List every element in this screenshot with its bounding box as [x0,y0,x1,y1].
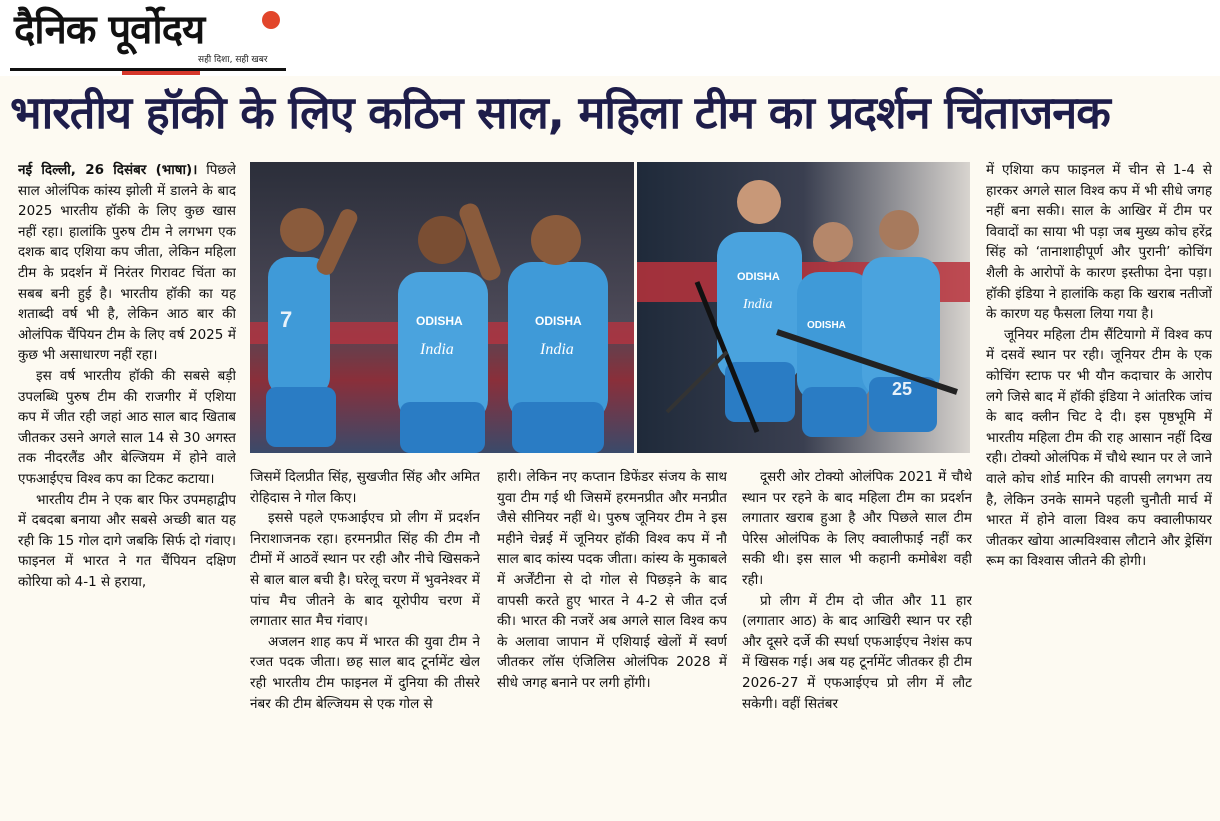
article-column-3 [497,467,727,815]
paragraph: इससे पहले एफआईएच प्रो लीग में प्रदर्शन निराशाजनक रहा। हरमनप्रीत सिंह की टीम नौ टीमों में आठवें स्थान पर रही और नीचे खिसकने से बाल बाल बची है। घरेलू चरण में भुवनेश्वर में पांच मैच जीतने के बाद यूरोपीय चरण में लगातार सात मैच गंवाए। [250,510,480,630]
jersey-sponsor: ODISHA [416,314,463,328]
jersey-country: India [420,341,454,358]
article-column-4 [742,467,972,815]
paragraph [18,160,236,366]
photo-mens-team-image [250,162,634,453]
jersey-sponsor: ODISHA [807,320,846,331]
dateline: नई दिल्ली, 26 दिसंबर (भाषा)। [18,162,198,178]
jersey-country: India [540,341,574,358]
jersey-sponsor: ODISHA [737,271,780,283]
paragraph: हारी। लेकिन नए कप्तान डिफेंडर संजय के साथ युवा टीम गई थी जिसमें हरमनप्रीत और मनप्रीत जैसे सीनियर नहीं थे। पुरुष जूनियर टीम ने इस महीने चेन्नई में जूनियर हॉकी विश्व कप में नौ साल बाद कांस्य पदक जीता। कांस्य के मुकाबले में अर्जेंटीना से दो गोल से पिछड़ने के बाद वापसी करते हुए भारत ने 4-2 से जीत दर्ज की। भारत की नजरें अब अगले साल विश्व कप के अलावा जापान में एशियाई खेलों में स्वर्ण जीतकर लॉस एंजिलिस ओलंपिक 2028 में सीधे जगह बनाने पर लगी होंगी। [497,469,727,691]
paragraph: दूसरी ओर टोक्यो ओलंपिक 2021 में चौथे स्थान पर रहने के बाद महिला टीम का प्रदर्शन लगातार खराब हुआ है और पिछले साल टीम पेरिस ओलंपिक के लिए क्वालीफाई नहीं कर सकी थी। इस साल भी कहानी कमोबेश वही रही। [742,469,972,588]
article-column-5 [986,160,1212,815]
article-column-2 [250,467,480,815]
masthead-strap [122,71,200,75]
paragraph: इस वर्ष भारतीय हॉकी की सबसे बड़ी उपलब्धि पुरुष टीम की राजगीर में एशिया कप में जीत रही जहां आठ साल बाद खिताब जीतकर उसने अगले साल 14 से 30 अगस्त तक नीदरलैंड और बेल्जियम में होने वाले एफआईएच विश्व कप का टिकट कटाया। [18,367,236,487]
photo-mens-team [250,162,634,453]
jersey-number: 25 [892,379,913,399]
jersey-country: India [743,297,773,312]
paragraph: जिसमें दिलप्रीत सिंह, सुखजीत सिंह और अमित रोहिदास ने गोल किए। [250,469,480,506]
paragraph: में एशिया कप फाइनल में चीन से 1-4 से हारकर अगले साल विश्व कप में भी सीधे जगह नहीं बना सकी। साल के आखिर में टीम पर विवादों का साया भी पड़ा जब मुख्य कोच हरेंद्र सिंह को ‘तानाशाहीपूर्ण और पुरानी’ कोचिंग शैली के आरोपों के कारण इस्तीफा देना पड़ा। हॉकी इंडिया ने हालांकि कहा कि खराब नतीजों के कारण यह फैसला लिया गया है। [986,162,1212,323]
article-headline: भारतीय हॉकी के लिए कठिन साल, महिला टीम का प्रदर्शन चिंताजनक [10,86,1110,139]
newspaper-tagline: सही दिशा, सही खबर [198,55,268,65]
photo-womens-team-image [637,162,970,453]
jersey-sponsor: ODISHA [535,314,582,328]
paragraph: प्रो लीग में टीम दो जीत और 11 हार (लगातार आठ) के बाद आखिरी स्थान पर रही और दूसरे दर्जे की स्पर्धा एफआईएच नेशंस कप में खिसक गई। अब यह टूर्नामेंट जीतकर ही टीम 2026-27 में एफआईएच प्रो लीग में लौट सकेगी। वहीं सितंबर [742,592,972,712]
newspaper-logo: दैनिक पूर्वोदय [14,7,205,53]
paragraph: अजलन शाह कप में भारत की युवा टीम ने रजत पदक जीता। छह साल बाद टूर्नामेंट खेल रही भारतीय टीम फाइनल में दुनिया की तीसरे नंबर की टीम बेल्जियम से एक गोल से [250,633,480,712]
photo-womens-team [637,162,970,453]
paragraph: जूनियर महिला टीम सैंटियागो में विश्व कप में दसवें स्थान पर रही। जूनियर टीम के एक कोचिंग स्टाफ पर भी यौन कदाचार के आरोप लगे जिसे बाद में हॉकी इंडिया ने आंतरिक जांच के बाद क्लीन चिट दे दी। इस पृष्ठभूमि में भारतीय महिला टीम की राह आसान नहीं दिख रही। टोक्यो ओलंपिक में चौथे स्थान पर ले जाने वाले कोच शोर्ड मारिन की वापसी लगभग तय है, लेकिन उनके सामने पहली चुनौती मार्च में भारत में होने वाला विश्व कप क्वालीफायर जीतकर खोया आत्मविश्वास लौटाने और ड्रेसिंग रूम का विश्वास जीतने की होगी। [986,326,1212,570]
masthead [0,0,1220,76]
paragraph: भारतीय टीम ने एक बार फिर उपमहाद्वीप में दबदबा बनाया और सबसे अच्छी बात यह रही कि 15 गोल दागे जबकि सिर्फ दो गंवाए। फाइनल में भारत ने गत चैंपियन दक्षिण कोरिया को 4-1 से हराया, [18,491,236,590]
jersey-number: 7 [280,307,293,332]
article-column-1 [18,160,236,815]
paragraph-text: पिछले साल ओलंपिक कांस्य झोली में डालने के बाद 2025 भारतीय हॉकी के लिए कुछ खास नहीं रहा। हालांकि पुरुष टीम ने लगभग एक दशक बाद एशिया कप जीता, लेकिन महिला टीम के प्रदर्शन में निरंतर गिरावट चिंता का सबब बनी हुई है। भारतीय हॉकी का यह शताब्दी वर्ष भी है, लेकिन आठ बार की ओलंपिक चैंपियन टीम के लिए वर्ष 2025 में कुछ भी असाधारण नहीं रहा। [18,162,236,364]
logo-dot-icon [262,11,280,29]
